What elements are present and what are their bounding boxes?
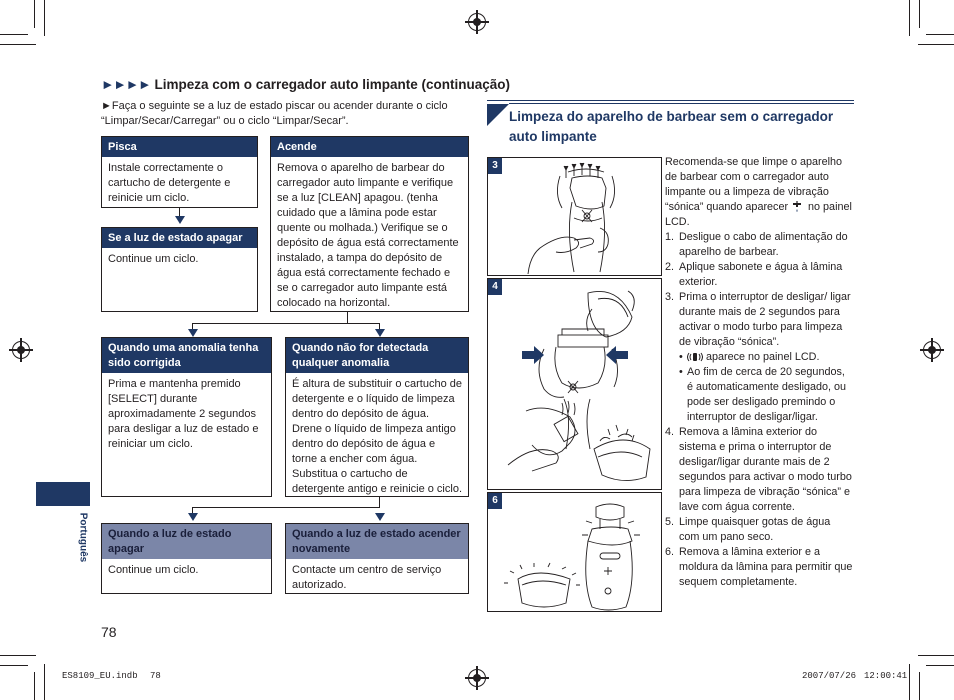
flow-box-title: Quando a luz de estado acender novamente <box>286 524 468 559</box>
flow-arrow-icon <box>188 513 198 521</box>
flow-box-body: Contacte um centro de serviço autorizado. <box>292 564 442 591</box>
flow-box-body: Continue um ciclo. <box>108 564 199 576</box>
flow-box-title: Quando a luz de estado apagar <box>102 524 271 559</box>
figure-3 <box>487 157 662 276</box>
flow-box-apagar <box>101 227 258 312</box>
figure-4 <box>487 278 662 490</box>
registration-mark-icon <box>12 341 30 359</box>
page-number: 78 <box>101 624 117 640</box>
flow-arrow-icon <box>375 329 385 337</box>
language-label <box>75 510 91 570</box>
crop-mark <box>918 655 954 656</box>
flow-arrow-icon <box>175 216 185 224</box>
figure-number: 4 <box>488 279 502 295</box>
right-section-title: Limpeza do aparelho de barbear sem o carregador auto limpante <box>509 109 834 144</box>
flow-arrow-icon <box>375 513 385 521</box>
section-title <box>101 77 510 92</box>
flow-connector <box>192 507 380 508</box>
footer-page: 78 <box>150 671 161 681</box>
list-item: • Ao fim de cerca de 20 segundos, é automaticamente desligado, ou pode ser desligado premindo o interruptor de desligar/ligar. <box>679 365 853 425</box>
crop-mark <box>34 672 35 700</box>
flow-box-body: Prima e mantenha premido [SELECT] durante aproximadamente 2 segundos para desligar a luz de estado e reiniciar um ciclo. <box>108 378 259 450</box>
crop-mark <box>0 665 28 666</box>
intro-text-before-icon: Recomenda-se que limpe o aparelho de barbear com o carregador auto limpante ou a limpeza de vibração “sónica” quando aparecer <box>665 156 843 213</box>
flow-box-title: Se a luz de estado apagar <box>102 228 257 248</box>
list-item: 1. Desligue o cabo de alimentação do aparelho de barbear. <box>665 231 848 258</box>
list-item: 3. Prima o interruptor de desligar/ ligar durante mais de 2 segundos para activar o modo turbo para limpeza de vibração “sónica”. • aparece no painel LCD. • Ao fim de cerca de 20 segundos, é automaticamente desligado, ou pode ser desligado premindo o interruptor de desligar/ligar. <box>665 290 853 425</box>
shaver-rinse-illustration <box>488 279 663 491</box>
footer-file: ES8109_EU.indb <box>62 671 138 681</box>
figure-number: 6 <box>488 493 502 509</box>
list-item: • aparece no painel LCD. <box>679 350 853 365</box>
flow-box-body: Remova o aparelho de barbear do carregador auto limpante e verifique se a luz [CLEAN] apagou. (tenha cuidado que a lâmina pode estar quente ou molhada.) Verifique se o depósito de água está correctamente instalado, a tampa do depósito de água está correctamente fechado e se o carregador auto limpante está colocado na horizontal. <box>277 162 459 309</box>
instructions-steps <box>665 230 853 590</box>
flow-box-acende <box>270 136 469 312</box>
crop-mark <box>0 44 36 45</box>
flow-connector <box>192 323 380 324</box>
list-item: 2. Aplique sabonete e água à lâmina exterior. <box>665 261 843 288</box>
instructions-intro <box>665 155 853 230</box>
list-item: 6. Remova a lâmina exterior e a moldura da lâmina para permitir que sequem completamente. <box>665 546 853 588</box>
flow-arrow-icon <box>188 329 198 337</box>
list-item: 4. Remova a lâmina exterior do sistema e prima o interruptor de desligar/ligar durante mais de 2 segundos para activar o modo turbo para limpeza de vibração “sónica” e lave com água corrente. <box>665 426 852 513</box>
instructions <box>665 155 853 590</box>
flow-box-title: Acende <box>271 137 468 157</box>
flow-box-title: Quando uma anomalia tenha sido corrigida <box>102 338 271 373</box>
figure-6 <box>487 492 662 612</box>
section-arrows-icon: ►►►► <box>101 77 151 92</box>
flow-box-title: Pisca <box>102 137 257 157</box>
language-label-text: Português <box>77 512 89 563</box>
flow-box-anomalia <box>101 337 272 497</box>
language-tab <box>36 482 90 506</box>
crop-mark <box>926 34 954 35</box>
registration-mark-icon <box>468 13 486 31</box>
list-item: 5. Limpe quaisquer gotas de água com um pano seco. <box>665 516 831 543</box>
sonic-vibration-icon <box>687 352 703 362</box>
crop-mark <box>918 44 954 45</box>
crop-mark <box>44 664 45 700</box>
shaver-dry-illustration <box>488 493 663 613</box>
header-rule <box>509 101 854 104</box>
crop-mark <box>44 0 45 36</box>
intro-text: ►Faça o seguinte se a luz de estado piscar ou acender durante o ciclo “Limpar/Secar/Carregar” ou o ciclo “Limpar/Secar”. <box>101 100 448 127</box>
registration-mark-icon <box>923 341 941 359</box>
flow-box-apagar-2 <box>101 523 272 594</box>
flow-box-title: Quando não for detectada qualquer anomalia <box>286 338 468 373</box>
flow-box-pisca <box>101 136 258 208</box>
step-3-bullets <box>679 350 853 425</box>
figure-number: 3 <box>488 158 502 174</box>
footer-date: 2007/07/26 <box>802 671 857 681</box>
intro-text-after-icon: no painel LCD. <box>665 201 852 228</box>
section-title-text: Limpeza com o carregador auto limpante (continuação) <box>154 77 511 92</box>
footer-time: 12:00:41 <box>864 671 908 681</box>
crop-mark <box>919 672 920 700</box>
crop-mark <box>0 34 28 35</box>
crop-mark <box>909 664 910 700</box>
flow-box-body: Instale correctamente o cartucho de detergente e reinicie um ciclo. <box>108 162 231 204</box>
registration-mark-icon <box>468 669 486 687</box>
right-section-header <box>487 100 854 153</box>
flow-box-acender-novamente <box>285 523 469 594</box>
shaver-washing-illustration <box>488 158 663 277</box>
header-triangle-icon <box>487 104 509 126</box>
crop-mark <box>34 0 35 28</box>
flow-box-body: Continue um ciclo. <box>108 253 199 265</box>
crop-mark <box>926 665 954 666</box>
flow-box-nao-detectada <box>285 337 469 497</box>
crop-mark <box>909 0 910 36</box>
crop-mark <box>919 0 920 28</box>
crop-mark <box>0 655 36 656</box>
flow-box-body: É altura de substituir o cartucho de detergente e o líquido de limpeza dentro do depósito de água. Drene o líquido de limpeza antigo dentro do depósito de água e torne a encher com água. Substitua o cartucho de detergente antigo e reinicie o ciclo. <box>292 378 462 495</box>
water-tap-icon <box>791 200 805 212</box>
